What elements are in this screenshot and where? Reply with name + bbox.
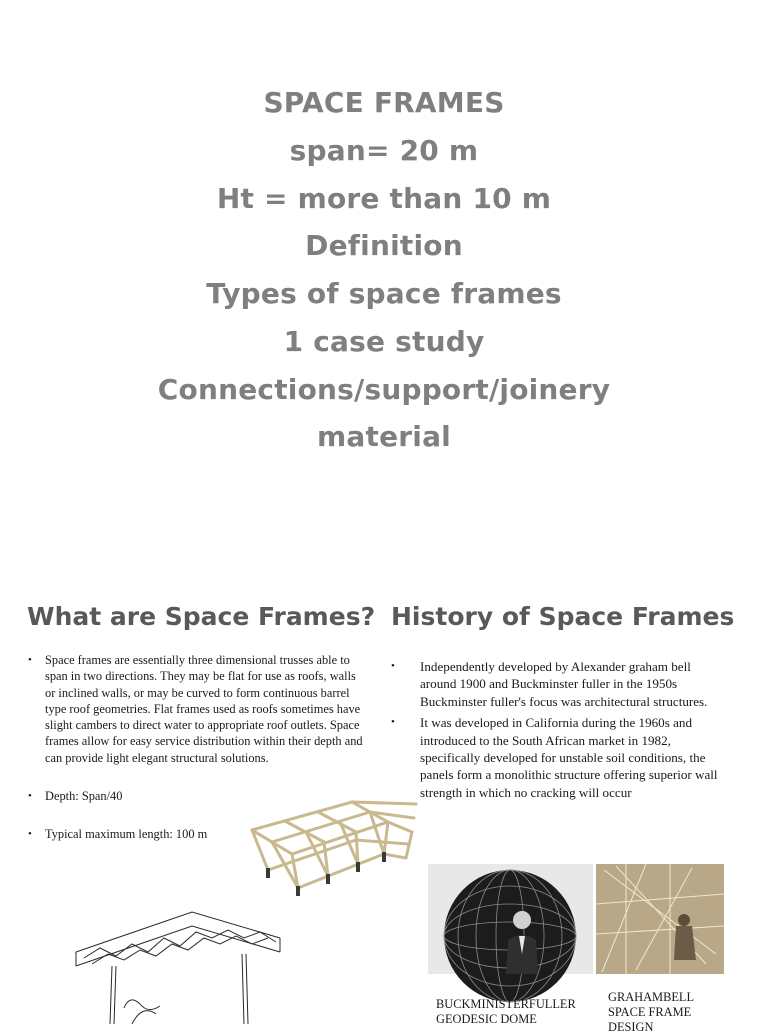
fuller-caption-line1: BUCKMINISTERFULLER (436, 997, 576, 1011)
history-bullets (391, 658, 726, 805)
canopy-sketch-image (72, 908, 284, 1024)
content-slide (0, 580, 768, 1034)
list-item: • It was developed in California during the 1960s and introduced to the South African market in 1982, specifically developed for unstable soil conditions, the panels form a monolithic structure offering superior wall strength in which no cracking will occur (391, 714, 726, 801)
span-line: span= 20 m (289, 134, 479, 167)
list-item: • Typical maximum length: 100 m (28, 826, 368, 842)
bell-space-frame-photo (596, 864, 724, 974)
definition-line: Definition (305, 229, 463, 262)
types-line: Types of space frames (206, 277, 562, 310)
material-line: material (317, 420, 451, 453)
truss-model-image (248, 792, 420, 902)
fuller-caption-line2: GEODESIC DOME (436, 1012, 537, 1026)
slide-title: SPACE FRAMES (263, 86, 505, 119)
bell-caption-line3: DESIGN (608, 1020, 654, 1034)
list-item: • Depth: Span/40 (28, 788, 368, 804)
geodesic-dome-photo (428, 864, 593, 974)
list-item: • Independently developed by Alexander graham bell around 1900 and Buckminster fuller in the 1950s Buckminster fuller's focus was architectural structures. (391, 658, 726, 710)
connections-line: Connections/support/joinery (157, 373, 611, 406)
bell-caption-line1: GRAHAMBELL (608, 990, 695, 1004)
list-item: • Space frames are essentially three dimensional trusses able to span in two directions. They may be flat for use as roofs, walls or inclined walls, or may be curved to form continuous barrel type roof geometries. Flat frames used as roofs sometimes have slight cambers to direct water to appropriate roof outlets. Space frames allow for easy service distribution within their depth and can provide light elegant structural solutions. (28, 652, 368, 766)
height-line: Ht = more than 10 m (216, 182, 552, 215)
bell-caption-line2: SPACE FRAME (608, 1005, 692, 1019)
right-heading: History of Space Frames (391, 602, 735, 631)
case-study-line: 1 case study (283, 325, 485, 358)
left-heading: What are Space Frames? (27, 602, 376, 631)
